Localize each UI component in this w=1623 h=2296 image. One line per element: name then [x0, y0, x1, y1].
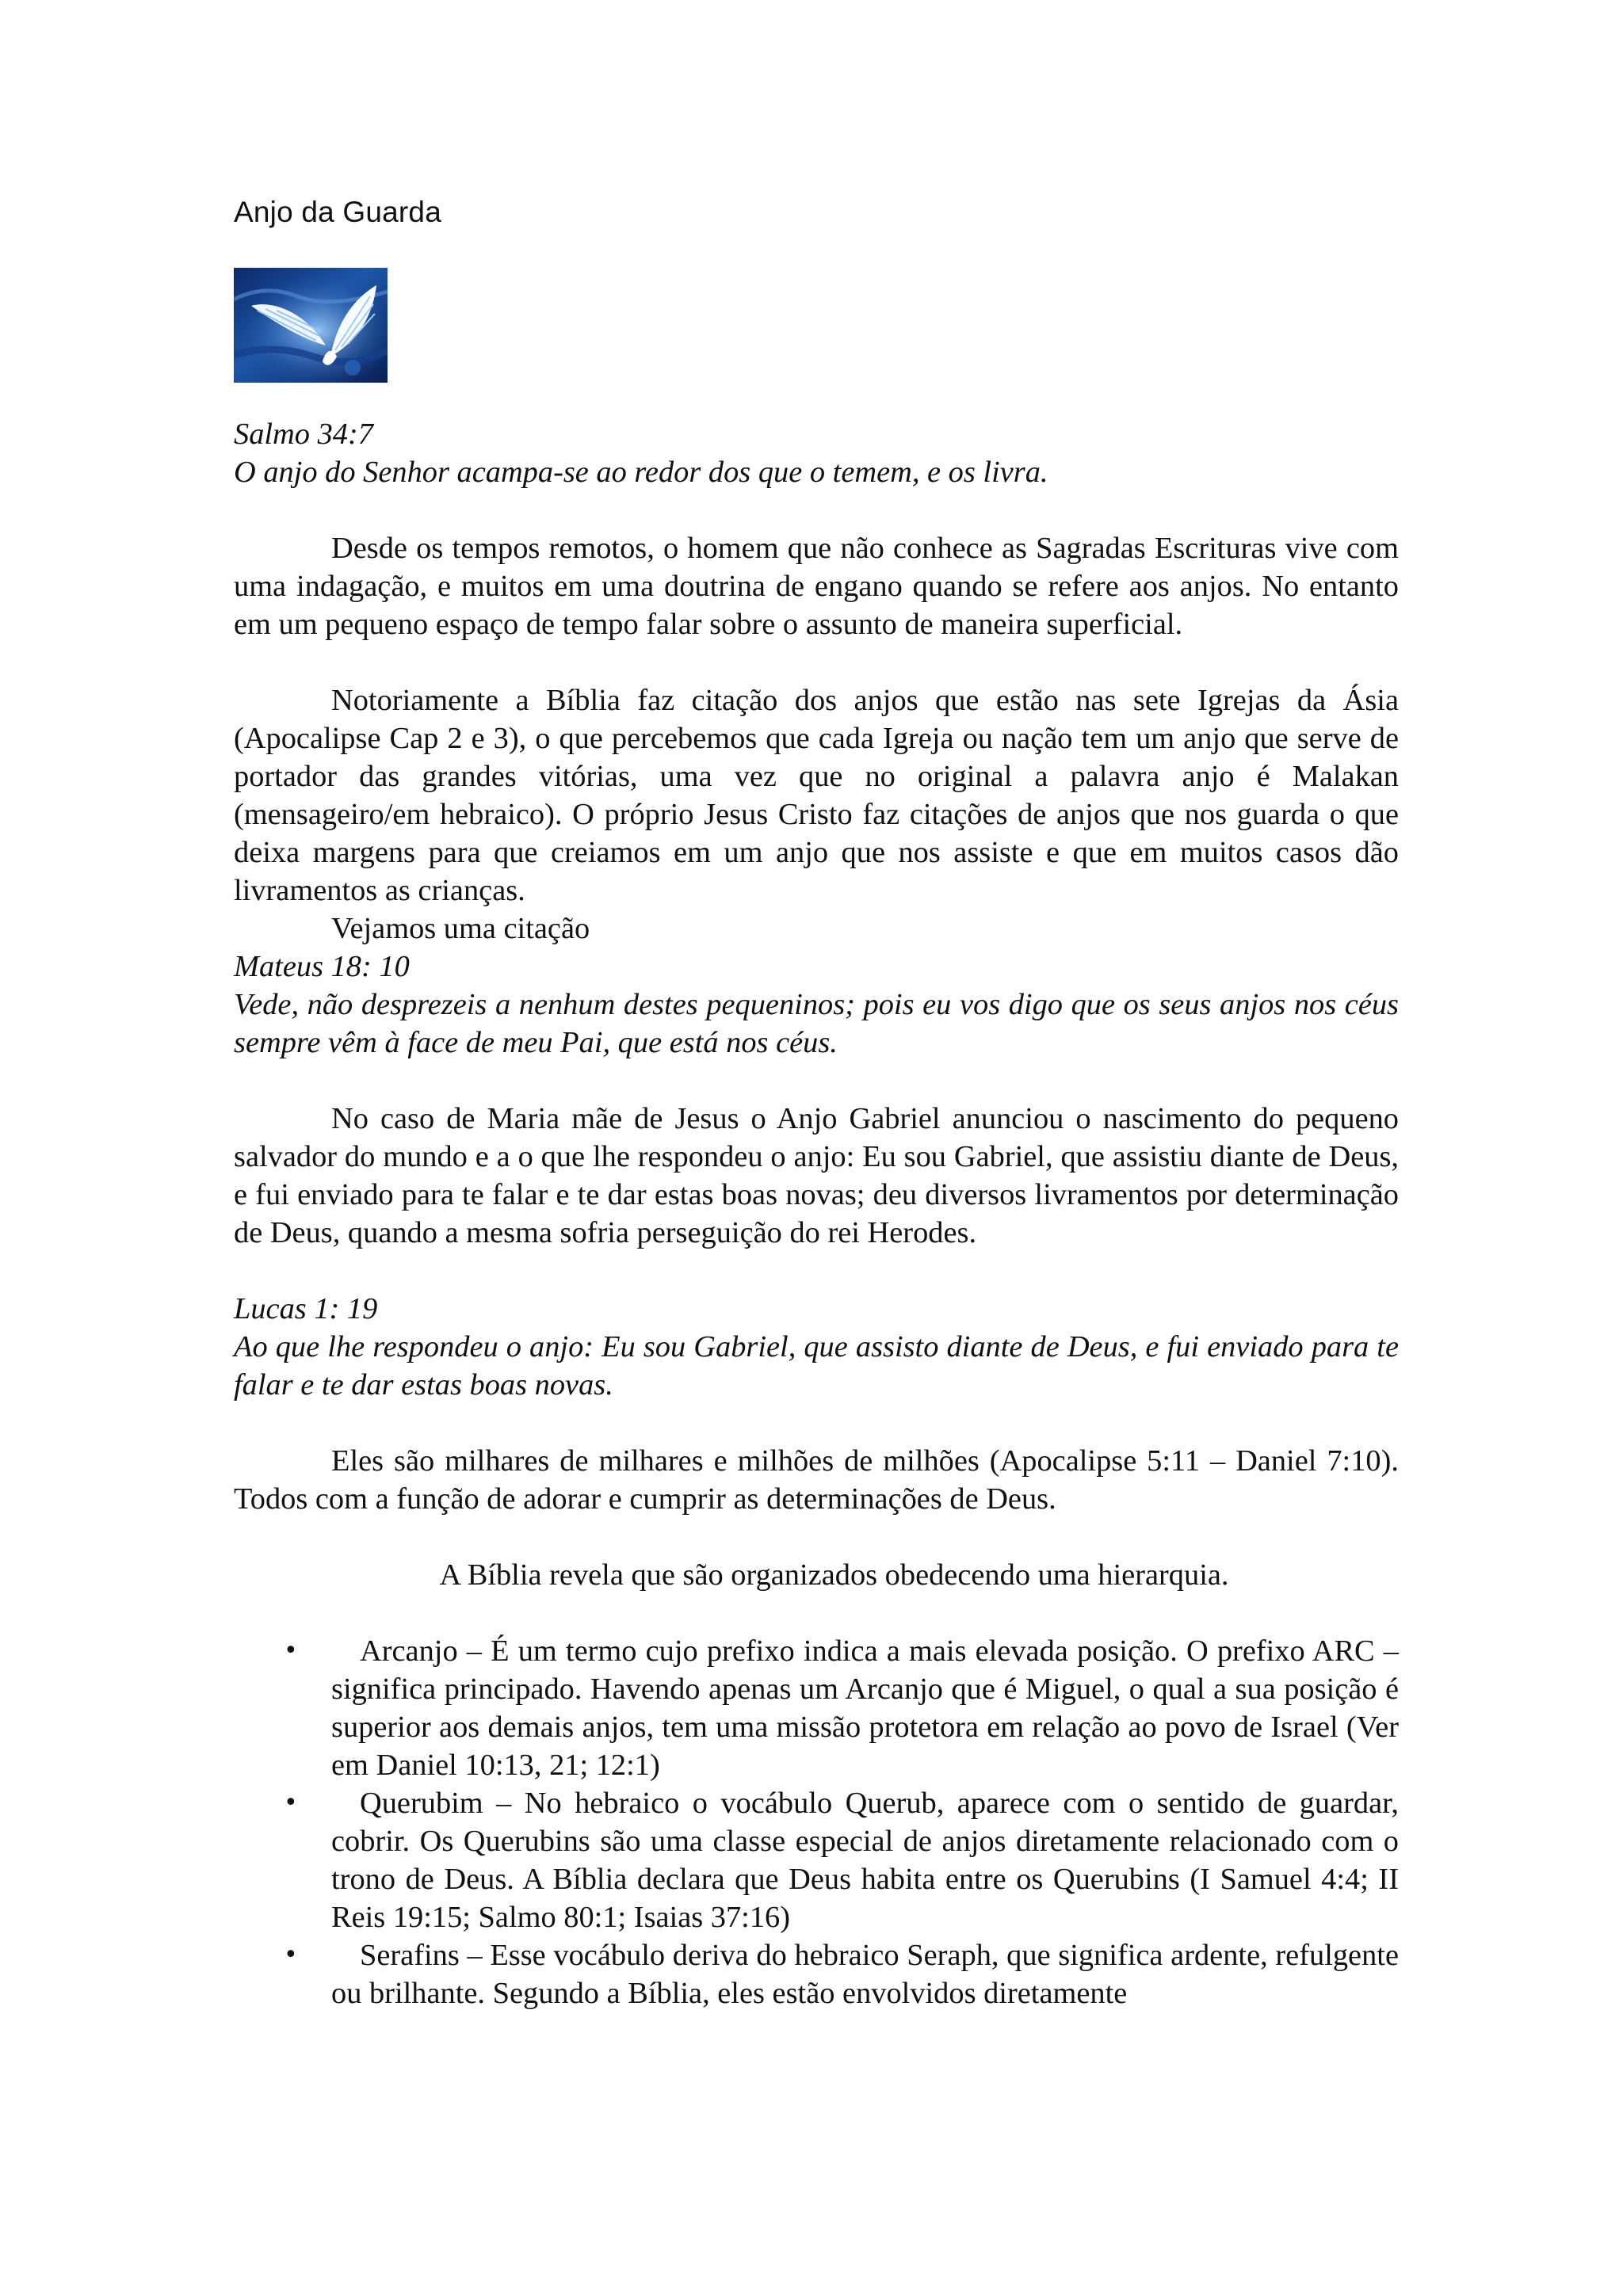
list-item — [234, 1784, 1399, 1936]
scripture-verse: Ao que lhe respondeu o anjo: Eu sou Gabriel, que assisto diante de Deus, e fui enviado para te falar e te dar estas boas novas. — [234, 1330, 1399, 1402]
scripture-reference: Mateus 18: 10 — [234, 950, 410, 983]
list-item-text: Querubim – No hebraico o vocábulo Querub, aparece com o sentido de guardar, cobrir. Os Querubins são uma classe especial de anjos diretamente relacionado com o trono de Deus. A Bíblia declara que Deus habita entre os Querubins (I Samuel 4:4; II Reis 19:15; Salmo 80:1; Isaias 37:16) — [331, 1787, 1399, 1934]
bullet-icon: • — [284, 1941, 298, 1969]
hierarchy-list — [234, 1632, 1399, 2012]
list-item-text: Arcanjo – É um termo cujo prefixo indica a mais elevada posição. O prefixo ARC – significa principado. Havendo apenas um Arcanjo que é Miguel, o qual a sua posição é superior aos demais anjos, tem uma missão protetora em relação ao povo de Israel (Ver em Daniel 10:13, 21; 12:1) — [331, 1634, 1399, 1782]
body-paragraph: No caso de Maria mãe de Jesus o Anjo Gabriel anunciou o nascimento do pequeno salvador do mundo e a o que lhe respondeu o anjo: Eu sou Gabriel, que assistiu diante de Deus, e fui enviado para te falar e te dar estas boas novas; deu diversos livramentos por determinação de Deus, quando a mesma sofria perseguição do rei Herodes. — [234, 1102, 1399, 1249]
scripture-verse: O anjo do Senhor acampa-se ao redor dos que o temem, e os livra. — [234, 456, 1048, 489]
scripture-reference: Salmo 34:7 — [234, 418, 373, 451]
scripture-verse: Vede, não desprezeis a nenhum destes pequeninos; pois eu vos digo que os seus anjos nos céus sempre vêm à face de meu Pai, que está nos céus. — [234, 988, 1399, 1059]
list-item — [234, 1936, 1399, 2012]
body-paragraph: Desde os tempos remotos, o homem que não conhece as Sagradas Escrituras vive com uma indagação, e muitos em uma doutrina de engano quando se refere aos anjos. No entanto em um pequeno espaço de tempo falar sobre o assunto de maneira superficial. — [234, 532, 1399, 641]
document-title: Anjo da Guarda — [234, 196, 441, 228]
list-item-text: Serafins – Esse vocábulo deriva do hebraico Seraph, que significa ardente, refulgente ou brilhante. Segundo a Bíblia, eles estão envolvidos diretamente — [331, 1939, 1399, 2010]
document-body — [234, 415, 1399, 2012]
list-item — [234, 1632, 1399, 1784]
bullet-icon: • — [284, 1789, 298, 1817]
centered-paragraph: A Bíblia revela que são organizados obedecendo uma hierarquia. — [439, 1558, 1229, 1592]
body-paragraph: Eles são milhares de milhares e milhões de milhões (Apocalipse 5:11 – Daniel 7:10). Todos com a função de adorar e cumprir as determinações de Deus. — [234, 1444, 1399, 1516]
body-paragraph: Notoriamente a Bíblia faz citação dos anjos que estão nas sete Igrejas da Ásia (Apocalipse Cap 2 e 3), o que percebemos que cada Igreja ou nação tem um anjo que serve de portador das grandes vitórias, uma vez que no original a palavra anjo é Malakan (mensageiro/em hebraico). O próprio Jesus Cristo faz citações de anjos que nos guarda o que deixa margens para que creiamos em um anjo que nos assiste e que em muitos casos dão livramentos as crianças. — [234, 684, 1399, 907]
body-paragraph: Vejamos uma citação — [331, 912, 590, 945]
bullet-icon: • — [284, 1637, 298, 1665]
scripture-reference: Lucas 1: 19 — [234, 1292, 378, 1325]
angel-wing-image — [234, 268, 388, 383]
